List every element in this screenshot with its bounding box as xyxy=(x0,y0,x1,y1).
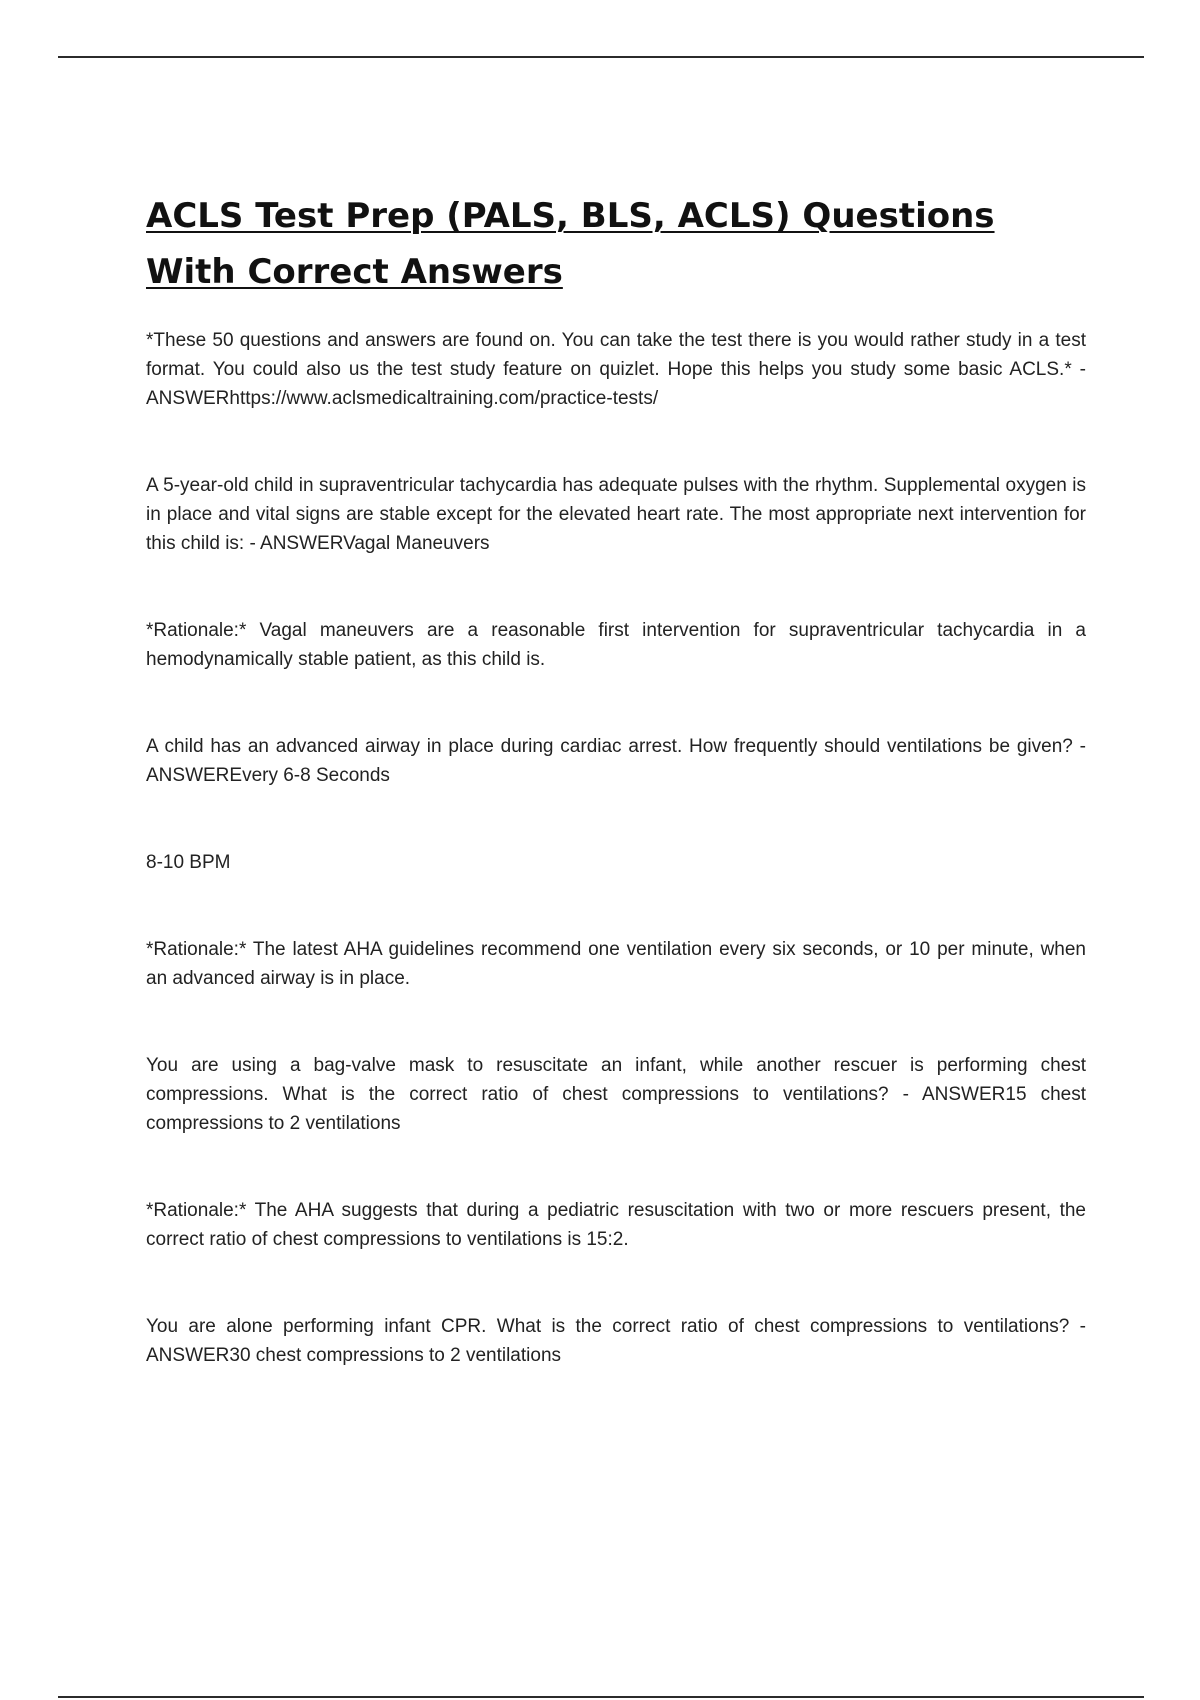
question-advanced-airway: A child has an advanced airway in place during cardiac arrest. How frequently should ventilations be given? - ANSWEREvery 6-8 Seconds xyxy=(146,736,1086,786)
question-two-rescuer-ratio: You are using a bag-valve mask to resuscitate an infant, while another rescuer is performing chest compressions. What is the correct ratio of chest compressions to ventilations? - ANSWER15 chest compressions to 2 ventilations xyxy=(146,1055,1086,1134)
question-single-rescuer-ratio: You are alone performing infant CPR. What is the correct ratio of chest compressions to ventilations? - ANSWER30 chest compressions to 2 ventilations xyxy=(146,1316,1086,1366)
rationale-svt: *Rationale:* Vagal maneuvers are a reasonable first intervention for supraventricular tachycardia in a hemodynamically stable patient, as this child is. xyxy=(146,620,1086,670)
footer-rule xyxy=(58,1696,1144,1698)
answer-note-bpm: 8-10 BPM xyxy=(146,852,231,873)
header-rule xyxy=(58,56,1144,58)
document-title: ACLS Test Prep (PALS, BLS, ACLS) Questions With Correct Answers xyxy=(146,196,995,292)
rationale-two-rescuer-ratio: *Rationale:* The AHA suggests that during a pediatric resuscitation with two or more rescuers present, the correct ratio of chest compressions to ventilations is 15:2. xyxy=(146,1200,1086,1250)
rationale-advanced-airway: *Rationale:* The latest AHA guidelines recommend one ventilation every six seconds, or 10 per minute, when an advanced airway is in place. xyxy=(146,939,1086,989)
document-body xyxy=(146,188,1086,1428)
question-svt: A 5-year-old child in supraventricular tachycardia has adequate pulses with the rhythm. Supplemental oxygen is in place and vital signs are stable except for the elevated heart rate. The most appropriate next intervention for this child is: - ANSWERVagal Maneuvers xyxy=(146,475,1086,554)
intro-paragraph: *These 50 questions and answers are found on. You can take the test there is you would rather study in a test format. You could also us the test study feature on quizlet. Hope this helps you study some basic ACLS.* - ANSWERhttps://www.aclsmedicaltraining.com/practice-tests/ xyxy=(146,330,1086,409)
